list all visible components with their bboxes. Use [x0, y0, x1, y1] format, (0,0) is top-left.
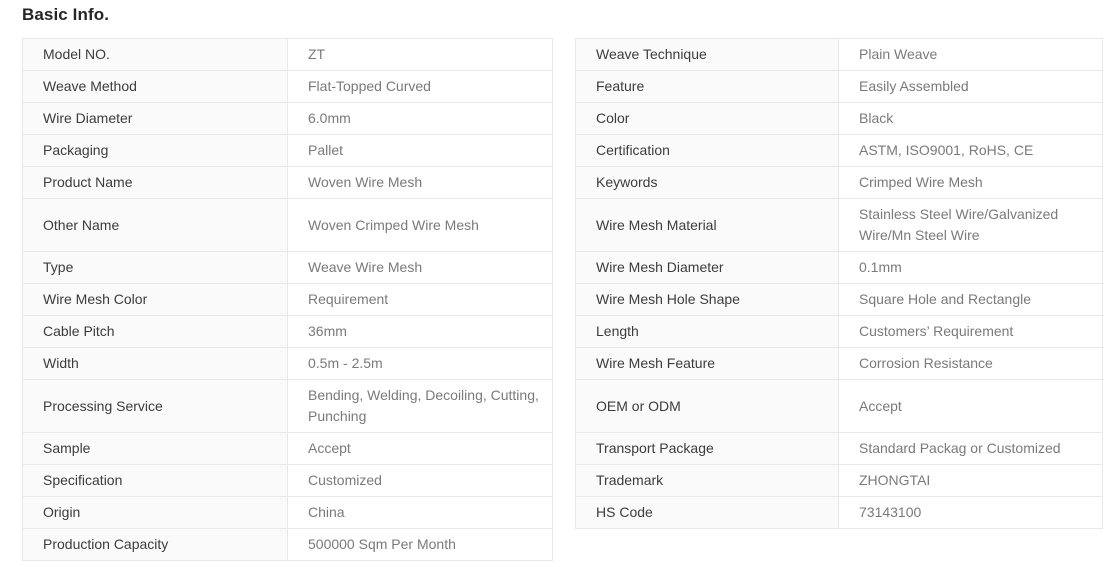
spec-label: Trademark: [576, 465, 839, 497]
spec-label: Production Capacity: [23, 529, 288, 561]
spec-value: Woven Wire Mesh: [288, 167, 553, 199]
spec-row: [23, 348, 1103, 380]
spec-value: Plain Weave: [839, 39, 1103, 71]
table-gap: [553, 103, 576, 135]
spec-label: Specification: [23, 465, 288, 497]
spec-row: [23, 380, 1103, 433]
spec-row: [23, 103, 1103, 135]
empty-cell: [839, 529, 1103, 561]
spec-value: 0.1mm: [839, 252, 1103, 284]
spec-row: [23, 433, 1103, 465]
spec-label: Wire Mesh Color: [23, 284, 288, 316]
spec-value: Corrosion Resistance: [839, 348, 1103, 380]
spec-label: Length: [576, 316, 839, 348]
table-gap: [553, 433, 576, 465]
table-gap: [553, 497, 576, 529]
spec-label: Wire Diameter: [23, 103, 288, 135]
table-gap: [553, 39, 576, 71]
spec-row: [23, 199, 1103, 252]
spec-label: Cable Pitch: [23, 316, 288, 348]
spec-value: Pallet: [288, 135, 553, 167]
spec-value: Black: [839, 103, 1103, 135]
spec-label: Other Name: [23, 199, 288, 252]
spec-row: [23, 39, 1103, 71]
spec-value: Crimped Wire Mesh: [839, 167, 1103, 199]
spec-value: ZT: [288, 39, 553, 71]
table-gap: [553, 380, 576, 433]
spec-value: 500000 Sqm Per Month: [288, 529, 553, 561]
spec-label: HS Code: [576, 497, 839, 529]
spec-row: [23, 284, 1103, 316]
spec-label: Wire Mesh Material: [576, 199, 839, 252]
spec-value: Woven Crimped Wire Mesh: [288, 199, 553, 252]
table-gap: [553, 252, 576, 284]
spec-row: [23, 252, 1103, 284]
spec-value: 6.0mm: [288, 103, 553, 135]
spec-row: [23, 135, 1103, 167]
table-gap: [553, 135, 576, 167]
spec-row: [23, 167, 1103, 199]
spec-value: Stainless Steel Wire/Galvanized Wire/Mn Steel Wire: [839, 199, 1103, 252]
spec-label: Origin: [23, 497, 288, 529]
spec-label: Transport Package: [576, 433, 839, 465]
spec-value: Customers’ Requirement: [839, 316, 1103, 348]
basic-info-heading: Basic Info.: [22, 5, 110, 24]
spec-value: China: [288, 497, 553, 529]
table-gap: [553, 348, 576, 380]
spec-value: 0.5m - 2.5m: [288, 348, 553, 380]
spec-value: Bending, Welding, Decoiling, Cutting, Punching: [288, 380, 553, 433]
spec-label: Weave Method: [23, 71, 288, 103]
spec-value: ZHONGTAI: [839, 465, 1103, 497]
spec-value: Customized: [288, 465, 553, 497]
spec-row: [23, 529, 1103, 561]
spec-value: 36mm: [288, 316, 553, 348]
spec-label: Processing Service: [23, 380, 288, 433]
spec-label: Color: [576, 103, 839, 135]
spec-row: [23, 465, 1103, 497]
spec-label: OEM or ODM: [576, 380, 839, 433]
spec-label: Product Name: [23, 167, 288, 199]
table-gap: [553, 199, 576, 252]
table-gap: [553, 71, 576, 103]
spec-row: [23, 316, 1103, 348]
table-gap: [553, 316, 576, 348]
spec-label: Model NO.: [23, 39, 288, 71]
spec-label: Certification: [576, 135, 839, 167]
table-gap: [553, 465, 576, 497]
empty-cell: [576, 529, 839, 561]
spec-value: 73143100: [839, 497, 1103, 529]
spec-value: Square Hole and Rectangle: [839, 284, 1103, 316]
basic-info-table: [22, 38, 1103, 561]
spec-value: Requirement: [288, 284, 553, 316]
table-gap: [553, 167, 576, 199]
spec-label: Wire Mesh Feature: [576, 348, 839, 380]
spec-label: Packaging: [23, 135, 288, 167]
spec-value: Weave Wire Mesh: [288, 252, 553, 284]
spec-value: ASTM, ISO9001, RoHS, CE: [839, 135, 1103, 167]
spec-label: Weave Technique: [576, 39, 839, 71]
spec-value: Easily Assembled: [839, 71, 1103, 103]
spec-label: Width: [23, 348, 288, 380]
spec-value: Accept: [288, 433, 553, 465]
spec-label: Feature: [576, 71, 839, 103]
spec-row: [23, 71, 1103, 103]
table-gap: [553, 529, 576, 561]
spec-row: [23, 497, 1103, 529]
spec-label: Wire Mesh Hole Shape: [576, 284, 839, 316]
spec-value: Accept: [839, 380, 1103, 433]
basic-info-table-body: [23, 39, 1103, 561]
spec-value: Standard Packag or Customized: [839, 433, 1103, 465]
spec-label: Sample: [23, 433, 288, 465]
spec-label: Type: [23, 252, 288, 284]
spec-label: Keywords: [576, 167, 839, 199]
spec-value: Flat-Topped Curved: [288, 71, 553, 103]
table-gap: [553, 284, 576, 316]
spec-label: Wire Mesh Diameter: [576, 252, 839, 284]
